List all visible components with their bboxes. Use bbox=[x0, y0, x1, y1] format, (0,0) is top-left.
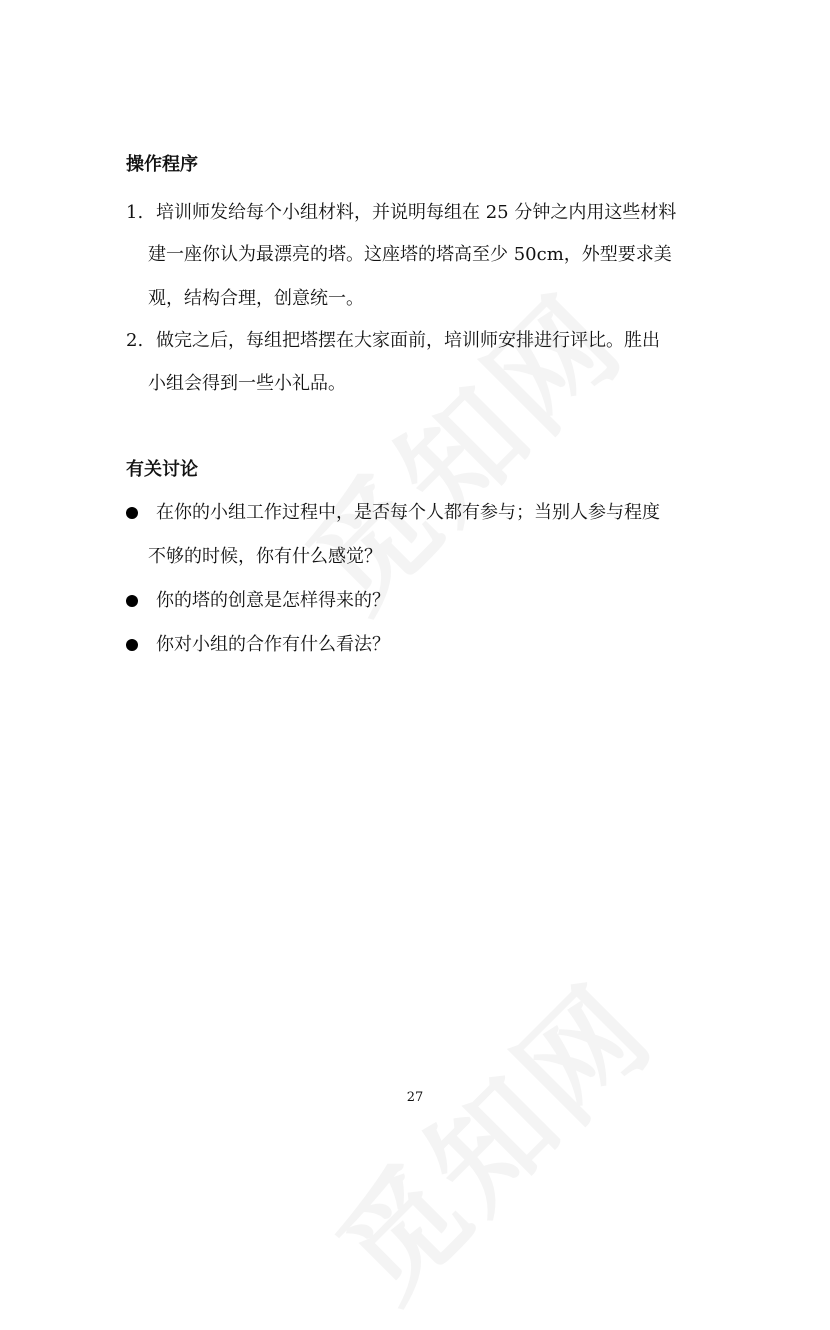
page-number: 27 bbox=[406, 1090, 424, 1105]
step-line: 做完之后，每组把塔摆在大家面前，培训师安排进行评比。胜出 bbox=[156, 330, 660, 351]
step-line: 观，结构合理，创意统一。 bbox=[148, 288, 364, 309]
section-title-procedure: 操作程序 bbox=[126, 154, 198, 175]
step-line: 建一座你认为最漂亮的塔。这座塔的塔高至少 50cm，外型要求美 bbox=[148, 244, 672, 265]
discussion-line: 在你的小组工作过程中，是否每个人都有参与；当别人参与程度 bbox=[156, 502, 660, 523]
discussion-line: 你的塔的创意是怎样得来的？ bbox=[156, 590, 390, 611]
step-line: 培训师发给每个小组材料，并说明每组在 25 分钟之内用这些材料 bbox=[156, 202, 677, 223]
step-number: 2. bbox=[126, 330, 144, 351]
bullet-icon bbox=[126, 507, 138, 519]
discussion-line: 你对小组的合作有什么看法？ bbox=[156, 634, 390, 655]
step-line: 小组会得到一些小礼品。 bbox=[148, 373, 346, 394]
bullet-icon bbox=[126, 595, 138, 607]
bullet-icon bbox=[126, 639, 138, 651]
section-title-discussion: 有关讨论 bbox=[126, 459, 198, 480]
step-number: 1. bbox=[126, 202, 144, 223]
discussion-line: 不够的时候，你有什么感觉？ bbox=[148, 546, 382, 567]
watermark bbox=[295, 942, 684, 1330]
